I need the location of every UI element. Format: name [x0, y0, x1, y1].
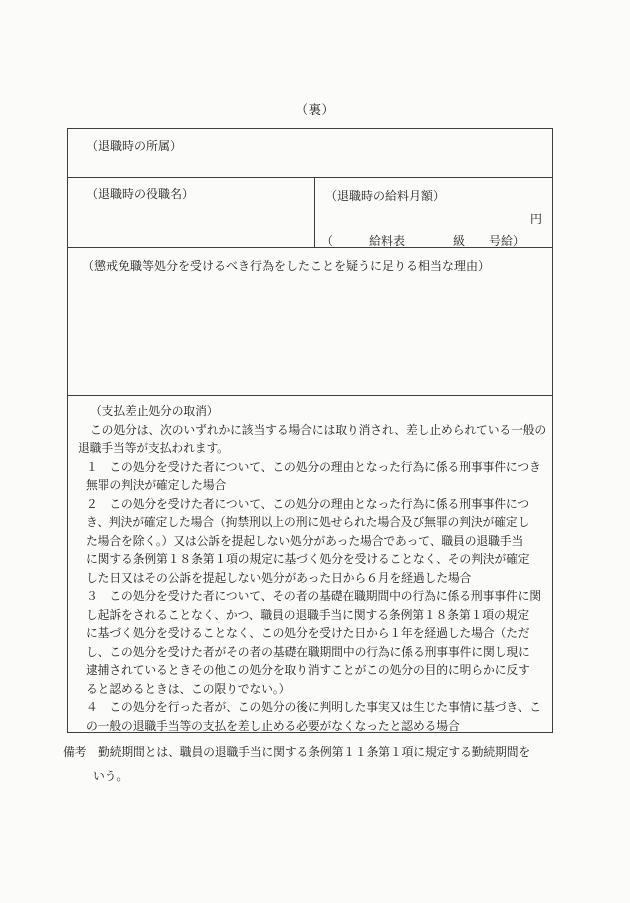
cancellation-cell: [68, 395, 552, 732]
text-line: 退職手当等が支払われます。: [78, 441, 229, 455]
retirement-form-table: [67, 128, 553, 733]
text-line: に関する条例第１８条第１項の規定に基づく処分を受けることなく、その判決が確定: [86, 552, 530, 566]
salary-grade-line: （ 給料表 級 号給）: [321, 234, 526, 248]
text-line: し起訴をされることなく、かつ、職員の退職手当に関する条例第１８条第１項の規定: [86, 607, 530, 622]
text-line: 備考 勤続期間とは、職員の退職手当に関する条例第１１条第１項に規定する勤続期間を: [63, 745, 531, 759]
reason-cell: [68, 247, 552, 395]
text-line: し、この処分を受けた者がその者の基礎在職期間中の行為に係る刑事事件に関し現に: [86, 644, 530, 659]
salary-unit-label: 円: [529, 211, 542, 226]
text-line: 無罪の判決が確定した場合: [86, 478, 227, 492]
text-line: １ この処分を受けた者について、この処分の理由となった行為に係る刑事事件につき: [86, 459, 541, 474]
salary-cell: [314, 178, 552, 247]
salary-label: （退職時の給料月額）: [325, 189, 446, 203]
text-line: いう。: [93, 769, 129, 783]
text-line: ２ この処分を受けた者について、この処分の理由となった行為に係る刑事事件につ: [86, 496, 530, 511]
text-line: の一般の退職手当等の支払を差し止める必要がなくなったと認める場合: [86, 718, 460, 733]
position-salary-row: [68, 177, 552, 247]
text-line: き、判決が確定した場合（拘禁刑以上の刑に処せられた場合及び無罪の判決が確定し: [86, 515, 530, 529]
cancellation-text: [78, 402, 548, 735]
affiliation-label: （退職時の所属）: [86, 139, 183, 153]
position-label: （退職時の役職名）: [86, 187, 195, 201]
text-line: に基づく処分を受けることなく、この処分を受けた日から１年を経過した場合（ただ: [86, 626, 530, 640]
text-line: （支払差止処分の取消）: [90, 404, 219, 418]
remarks-note: [63, 740, 568, 788]
position-cell: [68, 178, 314, 247]
text-line: ３ この処分を受けた者について、その者の基礎在職期間中の行為に係る刑事事件に関: [86, 589, 541, 603]
text-line: た場合を除く。）又は公訴を提起しない処分があった場合であって、職員の退職手当: [86, 533, 524, 548]
text-line: ると認めるときは、この限りでない。）: [86, 681, 291, 696]
reason-label: （懲戒免職等処分を受けるべき行為をしたことを疑うに足りる相当な理由）: [82, 259, 491, 273]
affiliation-cell: [68, 129, 552, 177]
text-line: した日又はその公訴を提起しない処分があった日から６月を経過した場合: [86, 570, 472, 585]
text-line: ４ この処分を行った者が、この処分の後に判明した事実又は生じた事情に基づき、こ: [86, 700, 541, 714]
text-line: この処分は、次のいずれかに該当する場合には取り消され、差し止められている一般の: [90, 422, 547, 437]
page-side-label: （裏）: [295, 103, 335, 117]
text-line: 逮捕されているときその他この処分を取り消すことがこの処分の目的に明らかに反す: [86, 663, 530, 677]
